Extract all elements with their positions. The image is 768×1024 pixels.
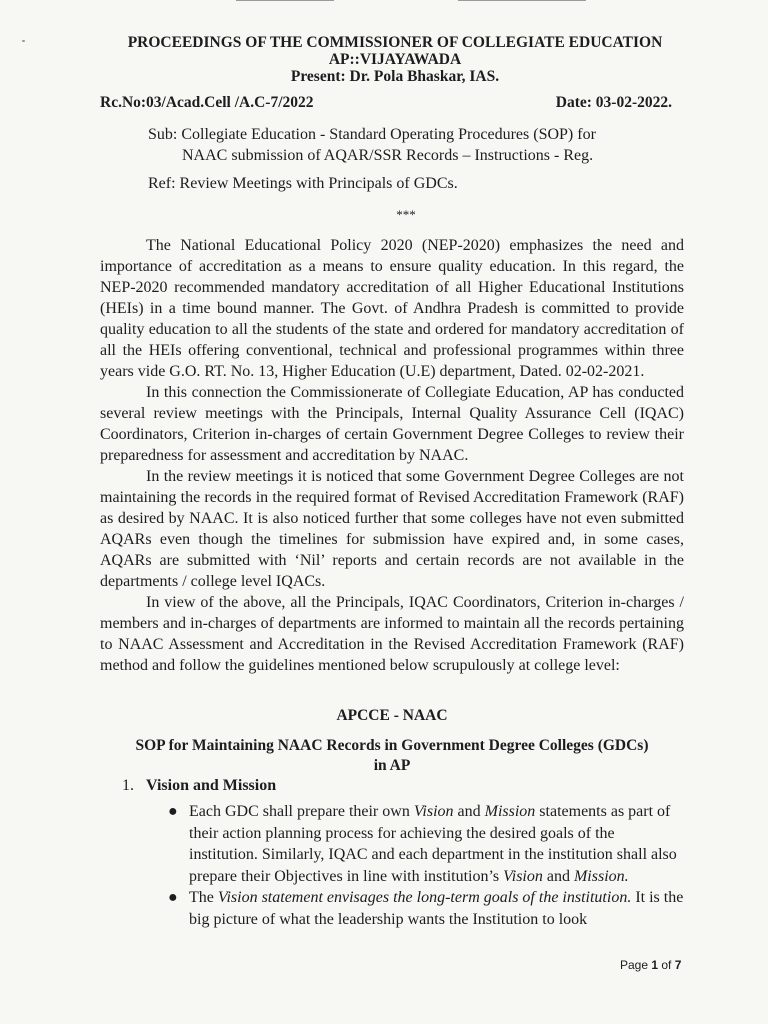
rc-number: Rc.No:03/Acad.Cell /A.C-7/2022 bbox=[100, 94, 314, 111]
section-1-bullets bbox=[168, 801, 684, 930]
section-1-number: 1. bbox=[122, 777, 134, 794]
paragraph-instructions: In view of the above, all the Principals, IQAC Coordinators, Criterion in-charges / members and in-charges of departments are informed to maintain all the records pertaining to NAAC Assessment and Accreditation in the Revised Accreditation Framework (RAF) method and follow the guidelines mentioned below scrupulously at college level: bbox=[100, 594, 684, 674]
sop-heading-line-1: SOP for Maintaining NAAC Records in Government Degree Colleges (GDCs) bbox=[135, 737, 649, 754]
scan-edge-line-right bbox=[458, 0, 586, 1]
page-number: Page 1 of 7 bbox=[620, 958, 682, 972]
apcce-heading: APCCE - NAAC bbox=[336, 707, 448, 724]
header-location: AP::VIJAYAWADA bbox=[328, 51, 462, 68]
paragraph-nep: The National Educational Policy 2020 (NEP-2020) emphasizes the need and importance of accreditation as a means to ensure quality education. In this regard, the NEP-2020 recommended mandatory accreditation of all Higher Educational Institutions (HEIs) in a time bound manner. The Govt. of Andhra Pradesh is committed to provide quality education to all the students of the state and ordered for mandatory accreditation of all the HEIs offering conventional, technical and professional programmes within three years vide G.O. RT. No. 13, Higher Education (U.E) department, Dated. 02-02-2021. bbox=[100, 237, 684, 380]
sop-heading-line-2: in AP bbox=[373, 757, 411, 774]
paragraph-review-meetings: In this connection the Commissionerate of Collegiate Education, AP has conducted several review meetings with the Principals, Internal Quality Assurance Cell (IQAC) Coordinators, Criterion in-charges of certain Government Degree Colleges to review their preparedness for assessment and accreditation by NAAC. bbox=[100, 384, 684, 464]
bullet-icon: ● bbox=[168, 803, 178, 820]
subject-line-1: Sub: Collegiate Education - Standard Operating Procedures (SOP) for bbox=[148, 126, 596, 143]
document-date: Date: 03-02-2022. bbox=[555, 94, 672, 111]
reference-line bbox=[100, 94, 672, 112]
bullet-icon: ● bbox=[168, 889, 178, 906]
scan-edge-line-left bbox=[236, 0, 334, 1]
reference-text: Ref: Review Meetings with Principals of GDCs. bbox=[148, 175, 458, 192]
header-title: PROCEEDINGS OF THE COMMISSIONER OF COLLEGIATE EDUCATION bbox=[127, 34, 663, 51]
document-header bbox=[0, 34, 768, 85]
subject-line-2: NAAC submission of AQAR/SSR Records – Instructions - Reg. bbox=[182, 147, 594, 164]
separator: *** bbox=[396, 207, 416, 222]
bullet-vision-statement: ● The Vision statement envisages the long-term goals of the institution. It is the big picture of what the leadership wants the Institution to look bbox=[168, 889, 684, 928]
section-1-title: Vision and Mission bbox=[146, 777, 277, 794]
body-text bbox=[100, 235, 684, 676]
header-present: Present: Dr. Pola Bhaskar, IAS. bbox=[290, 68, 500, 85]
bullet-vision-mission: ● Each GDC shall prepare their own Vision and Mission statements as part of their action planning process for achieving the desired goals of the institution. Similarly, IQAC and each department in the institution shall also prepare their Objectives in line with institution’s Vision and Mission. bbox=[168, 803, 677, 885]
subject-block bbox=[148, 124, 596, 166]
sop-heading bbox=[100, 736, 684, 776]
paragraph-observations: In the review meetings it is noticed that some Government Degree Colleges are not maintaining the records in the required format of Revised Accreditation Framework (RAF) as desired by NAAC. It is also noticed further that some colleges have not even submitted AQARs even though the timelines for submission have expired and, in some cases, AQARs are submitted with ‘Nil’ reports and certain records are not available in the departments / college level IQACs. bbox=[100, 468, 684, 590]
section-1-heading bbox=[122, 777, 276, 795]
